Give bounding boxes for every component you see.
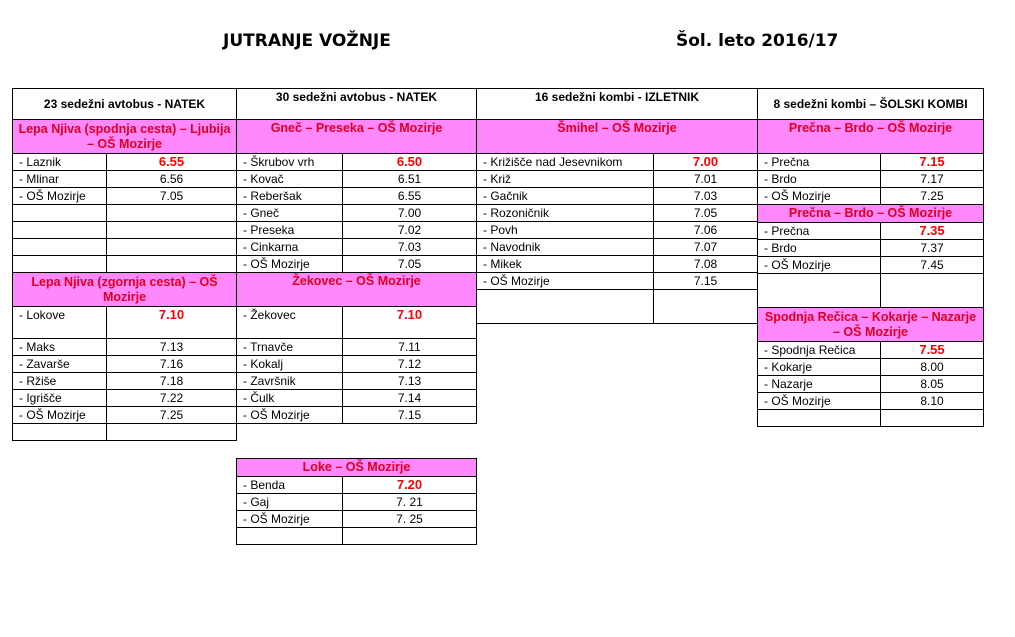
stop-name: - Kovač bbox=[237, 171, 343, 188]
stop-time bbox=[343, 528, 477, 545]
page-title: JUTRANJE VOŽNJE bbox=[223, 31, 391, 51]
stop-time: 7.37 bbox=[881, 240, 984, 257]
stop-time: 7. 25 bbox=[343, 511, 477, 528]
stop-name: - Cinkarna bbox=[237, 239, 343, 256]
route-title: Gneč – Preseka – OŠ Mozirje bbox=[237, 120, 477, 154]
stop-time: 6.56 bbox=[107, 171, 237, 188]
route-title: Lepa Njiva (zgornja cesta) – OŠ Mozirje bbox=[13, 273, 237, 307]
stop-name: - Škrubov vrh bbox=[237, 154, 343, 171]
table-row bbox=[758, 171, 984, 188]
table-row bbox=[477, 273, 758, 290]
stop-time: 7.02 bbox=[343, 222, 477, 239]
stop-time: 7. 21 bbox=[343, 494, 477, 511]
stop-time bbox=[107, 222, 237, 239]
stop-time: 7.22 bbox=[107, 390, 237, 407]
stop-name bbox=[13, 424, 107, 441]
stop-time bbox=[107, 205, 237, 222]
route-title: Lepa Njiva (spodnja cesta) – Ljubija – OŠ Mozirje bbox=[13, 120, 237, 154]
stop-time: 7.15 bbox=[343, 407, 477, 424]
stop-time: 7.07 bbox=[654, 239, 758, 256]
table-row bbox=[477, 171, 758, 188]
stop-name: - Čulk bbox=[237, 390, 343, 407]
table-row bbox=[237, 205, 477, 222]
stop-name: - Križ bbox=[477, 171, 654, 188]
stop-name: - Reberšak bbox=[237, 188, 343, 205]
table-row bbox=[13, 424, 237, 441]
stop-name: - Prečna bbox=[758, 154, 881, 171]
stop-time: 7.10 bbox=[343, 307, 477, 339]
table-row bbox=[237, 373, 477, 390]
stop-time: 7.16 bbox=[107, 356, 237, 373]
stop-name: - Ržiše bbox=[13, 373, 107, 390]
schedule-column-16-seat-van bbox=[476, 88, 758, 324]
stop-name bbox=[758, 410, 881, 427]
stop-name bbox=[13, 205, 107, 222]
stop-time: 7.11 bbox=[343, 339, 477, 356]
table-row bbox=[13, 307, 237, 339]
route-title: Šmihel – OŠ Mozirje bbox=[477, 120, 758, 154]
stop-time: 7.25 bbox=[107, 407, 237, 424]
table-row bbox=[477, 256, 758, 273]
table-row bbox=[237, 477, 477, 494]
table-row bbox=[237, 171, 477, 188]
stop-name: - Završnik bbox=[237, 373, 343, 390]
stop-time: 8.05 bbox=[881, 376, 984, 393]
table-row bbox=[758, 342, 984, 359]
stop-name: - Preseka bbox=[237, 222, 343, 239]
table-row bbox=[758, 274, 984, 308]
table-row bbox=[477, 222, 758, 239]
table-row bbox=[758, 376, 984, 393]
stop-name bbox=[477, 290, 654, 324]
stop-name bbox=[13, 256, 107, 273]
stop-time: 7.00 bbox=[343, 205, 477, 222]
route-title: Prečna – Brdo – OŠ Mozirje bbox=[758, 120, 984, 154]
stop-name bbox=[13, 239, 107, 256]
table-row bbox=[13, 356, 237, 373]
stop-time: 7.05 bbox=[107, 188, 237, 205]
stop-name: - Gačnik bbox=[477, 188, 654, 205]
stop-name bbox=[758, 274, 881, 308]
stop-time: 6.55 bbox=[107, 154, 237, 171]
table-row bbox=[237, 307, 477, 339]
stop-name: - OŠ Mozirje bbox=[13, 407, 107, 424]
stop-time bbox=[107, 424, 237, 441]
stop-name: - OŠ Mozirje bbox=[758, 257, 881, 274]
stop-name: - Spodnja Rečica bbox=[758, 342, 881, 359]
table-row bbox=[13, 188, 237, 205]
table-row bbox=[13, 390, 237, 407]
table-row bbox=[13, 407, 237, 424]
route-title: Spodnja Rečica – Kokarje – Nazarje – OŠ Mozirje bbox=[758, 308, 984, 342]
table-row bbox=[237, 339, 477, 356]
stop-name: - Prečna bbox=[758, 223, 881, 240]
stop-name: - Zavarše bbox=[13, 356, 107, 373]
stop-time: 7.35 bbox=[881, 223, 984, 240]
table-row bbox=[237, 511, 477, 528]
stop-name bbox=[13, 222, 107, 239]
schedule-column-30-seat-bus bbox=[236, 88, 477, 424]
stop-time: 7.20 bbox=[343, 477, 477, 494]
stop-name: - Mikek bbox=[477, 256, 654, 273]
stop-name: - Mlinar bbox=[13, 171, 107, 188]
stop-name bbox=[237, 528, 343, 545]
table-row bbox=[237, 222, 477, 239]
stop-name: - OŠ Mozirje bbox=[237, 511, 343, 528]
table-row bbox=[237, 356, 477, 373]
stop-time: 7.05 bbox=[343, 256, 477, 273]
stop-name: - OŠ Mozirje bbox=[758, 393, 881, 410]
stop-name: - OŠ Mozirje bbox=[237, 256, 343, 273]
stop-name: - Povh bbox=[477, 222, 654, 239]
route-title: Loke – OŠ Mozirje bbox=[237, 459, 477, 477]
table-row bbox=[237, 239, 477, 256]
stop-time: 8.00 bbox=[881, 359, 984, 376]
school-year: Šol. leto 2016/17 bbox=[676, 31, 839, 51]
stop-time: 7.08 bbox=[654, 256, 758, 273]
stop-time: 7.25 bbox=[881, 188, 984, 205]
stop-time: 7.01 bbox=[654, 171, 758, 188]
table-row bbox=[477, 290, 758, 324]
stop-time bbox=[107, 239, 237, 256]
stop-time: 7.05 bbox=[654, 205, 758, 222]
stop-time: 7.14 bbox=[343, 390, 477, 407]
table-row bbox=[477, 205, 758, 222]
table-row bbox=[758, 393, 984, 410]
stop-time: 7.03 bbox=[654, 188, 758, 205]
table-row bbox=[13, 239, 237, 256]
route-title: Žekovec – OŠ Mozirje bbox=[237, 273, 477, 307]
stop-time: 7.18 bbox=[107, 373, 237, 390]
stop-name: - Gaj bbox=[237, 494, 343, 511]
table-row bbox=[758, 154, 984, 171]
stop-time: 7.13 bbox=[107, 339, 237, 356]
stop-name: - Trnavče bbox=[237, 339, 343, 356]
stop-name: - Igrišče bbox=[13, 390, 107, 407]
stop-name: - Rozoničnik bbox=[477, 205, 654, 222]
table-row bbox=[477, 239, 758, 256]
table-row bbox=[237, 256, 477, 273]
table-row bbox=[237, 407, 477, 424]
column-header: 8 sedežni kombi – ŠOLSKI KOMBI bbox=[758, 89, 984, 120]
table-row bbox=[758, 257, 984, 274]
table-row bbox=[13, 222, 237, 239]
stop-time bbox=[881, 410, 984, 427]
schedule-column-8-seat-van bbox=[757, 88, 984, 427]
stop-time: 7.17 bbox=[881, 171, 984, 188]
stop-name: - Nazarje bbox=[758, 376, 881, 393]
stop-name: - Brdo bbox=[758, 240, 881, 257]
stop-name: - OŠ Mozirje bbox=[237, 407, 343, 424]
column-header: 23 sedežni avtobus - NATEK bbox=[13, 89, 237, 120]
table-row bbox=[13, 171, 237, 188]
table-row bbox=[758, 359, 984, 376]
stop-time bbox=[881, 274, 984, 308]
schedule-column-23-seat-bus bbox=[12, 88, 237, 441]
stop-name: - Laznik bbox=[13, 154, 107, 171]
route-title: Prečna – Brdo – OŠ Mozirje bbox=[758, 205, 984, 223]
stop-time bbox=[654, 290, 758, 324]
stop-time: 8.10 bbox=[881, 393, 984, 410]
table-row bbox=[237, 188, 477, 205]
stop-time: 7.10 bbox=[107, 307, 237, 339]
table-row bbox=[758, 410, 984, 427]
stop-name: - Kokalj bbox=[237, 356, 343, 373]
table-row bbox=[477, 188, 758, 205]
stop-name: - Gneč bbox=[237, 205, 343, 222]
table-row bbox=[237, 494, 477, 511]
stop-time: 7.12 bbox=[343, 356, 477, 373]
table-row bbox=[758, 223, 984, 240]
table-row bbox=[13, 205, 237, 222]
stop-time: 6.50 bbox=[343, 154, 477, 171]
stop-time: 7.15 bbox=[881, 154, 984, 171]
stop-name: - Brdo bbox=[758, 171, 881, 188]
column-header: 16 sedežni kombi - IZLETNIK bbox=[477, 89, 758, 120]
stop-time: 7.55 bbox=[881, 342, 984, 359]
table-row bbox=[237, 528, 477, 545]
stop-time: 7.03 bbox=[343, 239, 477, 256]
table-row bbox=[758, 240, 984, 257]
stop-time: 6.55 bbox=[343, 188, 477, 205]
stop-name: - Benda bbox=[237, 477, 343, 494]
stop-name: - Navodnik bbox=[477, 239, 654, 256]
stop-time: 7.13 bbox=[343, 373, 477, 390]
stop-name: - Lokove bbox=[13, 307, 107, 339]
table-row bbox=[13, 154, 237, 171]
stop-name: - Maks bbox=[13, 339, 107, 356]
stop-name: - Križišče nad Jesevnikom bbox=[477, 154, 654, 171]
stop-name: - OŠ Mozirje bbox=[477, 273, 654, 290]
stop-time: 7.00 bbox=[654, 154, 758, 171]
schedule-block-loke bbox=[236, 458, 477, 545]
column-header: 30 sedežni avtobus - NATEK bbox=[237, 89, 477, 120]
stop-time: 7.15 bbox=[654, 273, 758, 290]
table-row bbox=[758, 188, 984, 205]
stop-name: - Kokarje bbox=[758, 359, 881, 376]
table-row bbox=[237, 390, 477, 407]
table-row bbox=[13, 373, 237, 390]
stop-time bbox=[107, 256, 237, 273]
stop-time: 6.51 bbox=[343, 171, 477, 188]
stop-name: - OŠ Mozirje bbox=[13, 188, 107, 205]
stop-name: - Žekovec bbox=[237, 307, 343, 339]
table-row bbox=[477, 154, 758, 171]
table-row bbox=[13, 256, 237, 273]
table-row bbox=[237, 154, 477, 171]
table-row bbox=[13, 339, 237, 356]
stop-time: 7.06 bbox=[654, 222, 758, 239]
stop-name: - OŠ Mozirje bbox=[758, 188, 881, 205]
stop-time: 7.45 bbox=[881, 257, 984, 274]
